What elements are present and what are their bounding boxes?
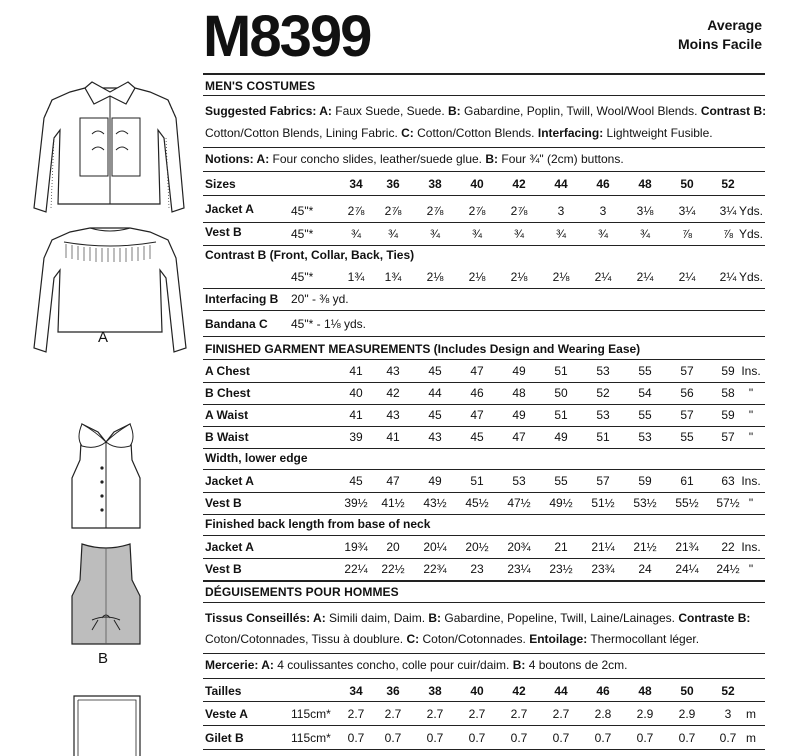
rule xyxy=(203,336,765,337)
rule xyxy=(203,245,765,246)
bandana-illustration xyxy=(68,690,148,756)
size-header: 36 xyxy=(386,684,400,698)
size-header: 36 xyxy=(386,177,400,191)
measurements-title: FINISHED GARMENT MEASUREMENTS xyxy=(205,342,431,356)
yardage-cell: 3¼ xyxy=(678,204,696,218)
bold-run: Entoilage: xyxy=(529,632,588,646)
size-header: 34 xyxy=(349,177,363,191)
width-row-label: Jacket A xyxy=(205,474,254,488)
measurement-row-label: A Chest xyxy=(205,364,250,378)
contrast-cell: 1¾ xyxy=(384,270,402,284)
yardage-cell: 2.9 xyxy=(636,707,654,721)
size-header: 46 xyxy=(596,177,610,191)
width-cell: 53 xyxy=(512,474,526,488)
contrast-cell: 2⅛ xyxy=(426,270,444,284)
measurement-cell: 45 xyxy=(428,408,442,422)
yardage-row-label: Veste A xyxy=(205,707,248,721)
measurement-cell: 50 xyxy=(554,386,568,400)
rule xyxy=(203,678,765,679)
rule xyxy=(203,749,765,750)
measurement-cell: 53 xyxy=(596,408,610,422)
bold-run: B: xyxy=(485,152,499,166)
fabrics-french-line1 xyxy=(205,608,750,628)
back-length-cell: 20¼ xyxy=(423,540,447,554)
jacket-back-illustration xyxy=(30,220,190,360)
yardage-cell: 0.7 xyxy=(636,731,654,745)
bandana-label: Bandana C xyxy=(205,317,268,331)
contrast-cell: 2⅛ xyxy=(510,270,528,284)
difficulty-french: Moins Facile xyxy=(677,36,762,52)
vest-back-illustration xyxy=(68,540,144,648)
rule xyxy=(203,469,765,470)
measurement-cell: 41 xyxy=(386,430,400,444)
text-run: Lightweight Fusible. xyxy=(603,126,713,140)
back-length-cell: 24¼ xyxy=(675,562,699,576)
measurement-cell: 44 xyxy=(428,386,442,400)
yardage-row-label: Jacket A xyxy=(205,202,254,216)
text-run: 4 boutons de 2cm. xyxy=(525,658,628,672)
size-header: 48 xyxy=(638,684,652,698)
measurement-cell: 57 xyxy=(721,430,735,444)
yardage-cell: 0.7 xyxy=(510,731,528,745)
unit-label: Yds. xyxy=(738,204,763,218)
unit-label: Ins. xyxy=(741,364,761,378)
measurement-cell: 49 xyxy=(512,364,526,378)
measurement-cell: 59 xyxy=(721,408,735,422)
interfacing-label: Interfacing B xyxy=(205,292,279,306)
back-length-cell: 21½ xyxy=(633,540,657,554)
fabric-width: 115cm* xyxy=(291,707,331,721)
width-cell: 47 xyxy=(386,474,400,488)
unit-label: " xyxy=(748,496,754,510)
bold-run: Notions: A: xyxy=(205,152,270,166)
size-header: 38 xyxy=(428,684,442,698)
bold-run: Suggested Fabrics: A: xyxy=(205,104,332,118)
size-header: 52 xyxy=(721,177,735,191)
measurement-cell: 43 xyxy=(386,364,400,378)
yardage-cell: 2.7 xyxy=(510,707,528,721)
contrast-cell: 2¼ xyxy=(678,270,696,284)
yardage-cell: 0.7 xyxy=(678,731,696,745)
yardage-cell: ¾ xyxy=(471,227,482,241)
bold-run: C: xyxy=(406,632,420,646)
rule xyxy=(203,404,765,405)
measurements-note: (Includes Design and Wearing Ease) xyxy=(430,342,641,356)
measurement-cell: 48 xyxy=(512,386,526,400)
rule xyxy=(203,426,765,427)
measurement-cell: 43 xyxy=(428,430,442,444)
text-run: Four concho slides, leather/suede glue. xyxy=(269,152,486,166)
back-length-cell: 21¾ xyxy=(675,540,699,554)
text-run: Simili daim, Daim. xyxy=(325,611,429,625)
rule xyxy=(203,171,765,172)
yardage-cell: ¾ xyxy=(639,227,650,241)
back-length-cell: 21¼ xyxy=(591,540,615,554)
unit-label: " xyxy=(748,386,754,400)
text-run: Four ¾" (2cm) buttons. xyxy=(498,152,624,166)
rule xyxy=(203,580,765,582)
size-header: 42 xyxy=(512,177,526,191)
measurement-cell: 42 xyxy=(386,386,400,400)
rule xyxy=(203,535,765,536)
size-header: 52 xyxy=(721,684,735,698)
bold-run: Contrast B: xyxy=(700,104,767,118)
size-header: 44 xyxy=(554,177,568,191)
measurement-cell: 43 xyxy=(386,408,400,422)
measurement-cell: 40 xyxy=(349,386,363,400)
measurement-cell: 41 xyxy=(349,408,363,422)
measurement-cell: 49 xyxy=(554,430,568,444)
yardage-cell: 0.7 xyxy=(468,731,486,745)
yardage-cell: 2⅞ xyxy=(468,204,486,218)
text-run: 4 coulissantes concho, colle pour cuir/daim. xyxy=(273,658,513,672)
yardage-cell: 0.7 xyxy=(594,731,612,745)
width-cell: 57½ xyxy=(716,496,740,510)
size-header: 48 xyxy=(638,177,652,191)
bold-run: B: xyxy=(448,104,461,118)
size-header: 38 xyxy=(428,177,442,191)
jacket-front-illustration xyxy=(30,78,190,226)
measurement-cell: 51 xyxy=(554,408,568,422)
notions-english xyxy=(205,149,624,169)
yardage-cell: 2.7 xyxy=(552,707,570,721)
bold-run: Contraste B: xyxy=(678,611,751,625)
rule xyxy=(203,195,765,196)
unit-label: m xyxy=(746,731,756,745)
width-cell: 57 xyxy=(596,474,610,488)
width-cell: 41½ xyxy=(381,496,405,510)
yardage-row-label: Gilet B xyxy=(205,731,244,745)
unit-label: Ins. xyxy=(741,474,761,488)
yardage-cell: 3¼ xyxy=(719,204,737,218)
measurement-row-label: B Chest xyxy=(205,386,251,400)
back-length-cell: 24 xyxy=(638,562,652,576)
back-length-cell: 21 xyxy=(554,540,568,554)
bold-run: C: xyxy=(401,126,414,140)
measurement-cell: 58 xyxy=(721,386,735,400)
yardage-cell: 3 xyxy=(557,204,565,218)
size-header: 40 xyxy=(470,684,484,698)
text-run: Cotton/Cotton Blends, Lining Fabric. xyxy=(205,126,402,140)
measurement-cell: 57 xyxy=(680,408,694,422)
measurement-cell: 52 xyxy=(596,386,610,400)
width-row-label: Vest B xyxy=(205,496,242,510)
yardage-cell: ⅞ xyxy=(681,227,692,241)
width-cell: 45½ xyxy=(465,496,489,510)
yardage-cell: 2.7 xyxy=(347,707,365,721)
measurement-cell: 49 xyxy=(512,408,526,422)
contrast-cell: 2⅛ xyxy=(552,270,570,284)
vest-front-illustration xyxy=(68,420,144,532)
bold-run: B: xyxy=(512,658,526,672)
yardage-row-label: Vest B xyxy=(205,225,242,239)
rule xyxy=(203,222,765,223)
measurement-cell: 55 xyxy=(638,364,652,378)
measurement-cell: 59 xyxy=(721,364,735,378)
yardage-cell: ¾ xyxy=(429,227,440,241)
width-label: Width, lower edge xyxy=(205,451,308,465)
text-run: Coton/Cotonnades, Tissu à doublure. xyxy=(205,632,407,646)
text-run: Cotton/Cotton Blends. xyxy=(413,126,538,140)
size-header: 34 xyxy=(349,684,363,698)
back-length-row-label: Vest B xyxy=(205,562,242,576)
contrast-cell: 2¼ xyxy=(719,270,737,284)
notions-french xyxy=(205,655,627,675)
sizes-label: Tailles xyxy=(205,684,242,698)
yardage-cell: 3 xyxy=(724,707,732,721)
width-cell: 59 xyxy=(638,474,652,488)
yardage-cell: 2.7 xyxy=(384,707,402,721)
measurement-cell: 55 xyxy=(680,430,694,444)
rule xyxy=(203,725,765,726)
bold-run: Mercerie: A: xyxy=(205,658,274,672)
back-length-cell: 20 xyxy=(386,540,400,554)
back-length-label: Finished back length from base of neck xyxy=(205,517,431,531)
back-length-cell: 22¼ xyxy=(344,562,368,576)
contrast-cell: 2¼ xyxy=(636,270,654,284)
rule xyxy=(203,448,765,449)
back-length-cell: 23½ xyxy=(549,562,573,576)
difficulty-english: Average xyxy=(707,17,762,33)
text-run: Coton/Cotonnades. xyxy=(419,632,530,646)
yardage-cell: ¾ xyxy=(350,227,361,241)
text-run: Faux Suede, Suede. xyxy=(331,104,449,118)
text-run: Thermocollant léger. xyxy=(587,632,700,646)
back-length-cell: 24½ xyxy=(716,562,740,576)
rule xyxy=(203,701,765,702)
rule xyxy=(203,602,765,603)
width-cell: 43½ xyxy=(423,496,447,510)
pattern-number: M8399 xyxy=(203,4,371,69)
measurement-cell: 56 xyxy=(680,386,694,400)
back-length-cell: 23¾ xyxy=(591,562,615,576)
yardage-cell: ¾ xyxy=(597,227,608,241)
yardage-cell: 2⅞ xyxy=(426,204,444,218)
width-cell: 49 xyxy=(428,474,442,488)
rule xyxy=(203,147,765,148)
width-cell: 51½ xyxy=(591,496,615,510)
measurement-cell: 46 xyxy=(470,386,484,400)
text-run: Gabardine, Poplin, Twill, Wool/Wool Blends. xyxy=(460,104,701,118)
back-length-row-label: Jacket A xyxy=(205,540,254,554)
contrast-cell: 2⅛ xyxy=(468,270,486,284)
size-header: 40 xyxy=(470,177,484,191)
yardage-cell: 0.7 xyxy=(426,731,444,745)
yardage-cell: 3⅛ xyxy=(636,204,654,218)
rule xyxy=(203,359,765,360)
rule xyxy=(203,73,765,75)
rule xyxy=(203,288,765,289)
yardage-cell: 0.7 xyxy=(552,731,570,745)
yardage-cell: ⅞ xyxy=(722,227,733,241)
measurement-row-label: B Waist xyxy=(205,430,249,444)
unit-label: " xyxy=(748,430,754,444)
measurement-cell: 54 xyxy=(638,386,652,400)
width-cell: 63 xyxy=(721,474,735,488)
measurements-heading xyxy=(205,342,640,356)
bandana-text: 45"* - 1⅛ yds. xyxy=(291,317,366,331)
width-cell: 53½ xyxy=(633,496,657,510)
unit-label: Ins. xyxy=(741,540,761,554)
measurement-cell: 45 xyxy=(428,364,442,378)
text-run: Gabardine, Popeline, Twill, Laine/Lainages. xyxy=(441,611,679,625)
size-header: 42 xyxy=(512,684,526,698)
yardage-cell: 2.9 xyxy=(678,707,696,721)
back-length-cell: 23 xyxy=(470,562,484,576)
measurement-cell: 41 xyxy=(349,364,363,378)
rule xyxy=(203,95,765,96)
contrast-cell: 1¾ xyxy=(347,270,365,284)
unit-label: Yds. xyxy=(738,270,763,284)
yardage-cell: ¾ xyxy=(387,227,398,241)
width-cell: 39½ xyxy=(344,496,368,510)
measurement-cell: 47 xyxy=(470,408,484,422)
yardage-cell: 0.7 xyxy=(347,731,365,745)
measurement-cell: 55 xyxy=(638,408,652,422)
rule xyxy=(203,558,765,559)
yardage-cell: 2.7 xyxy=(426,707,444,721)
figure-label-b: B xyxy=(98,650,109,667)
size-header: 46 xyxy=(596,684,610,698)
measurement-cell: 51 xyxy=(554,364,568,378)
back-length-cell: 19¾ xyxy=(344,540,368,554)
measurement-cell: 53 xyxy=(638,430,652,444)
sizes-label: Sizes xyxy=(205,177,236,191)
interfacing-text: 20" - ⅜ yd. xyxy=(291,292,349,306)
contrast-label: Contrast B (Front, Collar, Back, Ties) xyxy=(205,248,415,262)
yardage-cell: 2⅞ xyxy=(347,204,365,218)
width-cell: 49½ xyxy=(549,496,573,510)
unit-label: Yds. xyxy=(738,227,763,241)
size-header: 44 xyxy=(554,684,568,698)
size-header: 50 xyxy=(680,684,694,698)
back-length-cell: 20½ xyxy=(465,540,489,554)
bold-run: Tissus Conseillés: A: xyxy=(205,611,326,625)
yardage-cell: 2.8 xyxy=(594,707,612,721)
back-length-cell: 22 xyxy=(721,540,735,554)
rule xyxy=(203,310,765,311)
width-cell: 55½ xyxy=(675,496,699,510)
yardage-cell: ¾ xyxy=(555,227,566,241)
section-heading-french: DÉGUISEMENTS POUR HOMMES xyxy=(205,585,399,599)
back-length-cell: 20¾ xyxy=(507,540,531,554)
yardage-cell: 0.7 xyxy=(384,731,402,745)
measurement-cell: 53 xyxy=(596,364,610,378)
measurement-cell: 57 xyxy=(680,364,694,378)
yardage-cell: 0.7 xyxy=(719,731,737,745)
width-cell: 51 xyxy=(470,474,484,488)
fabrics-english-line1 xyxy=(205,101,766,121)
measurement-cell: 45 xyxy=(470,430,484,444)
unit-label: " xyxy=(748,408,754,422)
yardage-cell: 2⅞ xyxy=(510,204,528,218)
back-length-cell: 22½ xyxy=(381,562,405,576)
rule xyxy=(203,514,765,515)
width-cell: 45 xyxy=(349,474,363,488)
width-cell: 55 xyxy=(554,474,568,488)
yardage-cell: ¾ xyxy=(513,227,524,241)
measurement-cell: 47 xyxy=(470,364,484,378)
fabric-width: 45"* xyxy=(291,227,314,241)
width-cell: 61 xyxy=(680,474,694,488)
yardage-cell: 2.7 xyxy=(468,707,486,721)
unit-label: " xyxy=(748,562,754,576)
width-cell: 47½ xyxy=(507,496,531,510)
rule xyxy=(203,492,765,493)
section-heading-english: MEN'S COSTUMES xyxy=(205,79,316,93)
yardage-cell: 2⅞ xyxy=(384,204,402,218)
contrast-cell: 2¼ xyxy=(594,270,612,284)
bold-run: Interfacing: xyxy=(537,126,604,140)
back-length-cell: 23¼ xyxy=(507,562,531,576)
fabric-width: 45"* xyxy=(291,270,314,284)
figure-label-a: A xyxy=(98,329,109,346)
rule xyxy=(203,653,765,654)
fabric-width: 115cm* xyxy=(291,731,331,745)
fabrics-english-line2 xyxy=(205,123,713,143)
measurement-cell: 47 xyxy=(512,430,526,444)
measurement-row-label: A Waist xyxy=(205,408,249,422)
unit-label: m xyxy=(746,707,756,721)
rule xyxy=(203,382,765,383)
measurement-cell: 51 xyxy=(596,430,610,444)
fabrics-french-line2 xyxy=(205,629,699,649)
back-length-cell: 22¾ xyxy=(423,562,447,576)
yardage-cell: 3 xyxy=(599,204,607,218)
measurement-cell: 39 xyxy=(349,430,363,444)
bold-run: B: xyxy=(428,611,442,625)
size-header: 50 xyxy=(680,177,694,191)
fabric-width: 45"* xyxy=(291,204,314,218)
